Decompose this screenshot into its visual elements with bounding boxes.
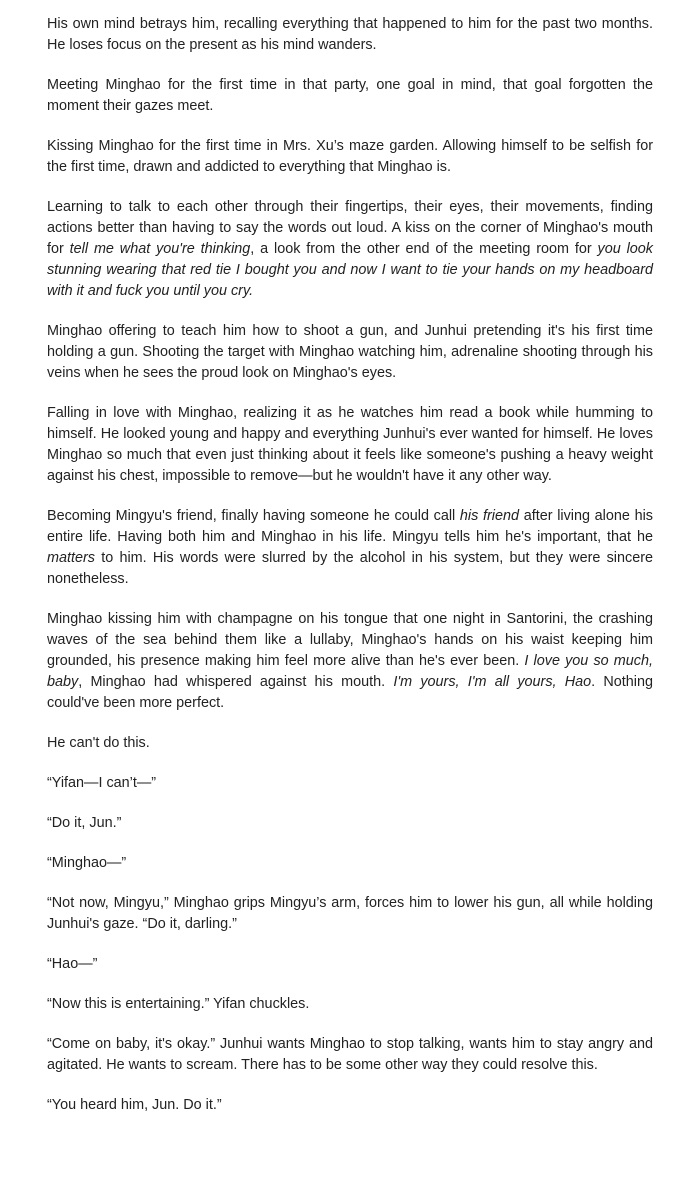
text-run: Meeting Minghao for the first time in that party, one goal in mind, that goal forgotten the moment their gazes meet. [47,77,653,114]
story-paragraph [47,197,653,302]
story-paragraph [47,773,653,794]
text-run: “Come on baby, it's okay.” Junhui wants Minghao to stop talking, wants him to stay angry and agitated. He wants to scream. There has to be some other way they could resolve this. [47,1036,653,1073]
text-run: “Minghao—” [47,855,127,871]
text-run: “You heard him, Jun. Do it.” [47,1097,222,1113]
text-run: Kissing Minghao for the first time in Mrs. Xu’s maze garden. Allowing himself to be selfish for the first time, drawn and addicted to everything that Minghao is. [47,138,653,175]
text-run: after living alone his entire life. Having both him and Minghao in his life. Mingyu tells him he's important, that he [47,508,653,545]
story-paragraph [47,1034,653,1076]
italic-text: his friend [459,508,520,524]
italic-text: matters [47,550,95,566]
story-paragraph [47,136,653,178]
text-run: , a look from the other end of the meeting room for [250,241,598,257]
story-paragraph [47,893,653,935]
story-paragraph [47,1095,653,1116]
text-run: , Minghao had whispered against his mouth. [78,674,394,690]
story-paragraph [47,506,653,590]
story-paragraph [47,733,653,754]
italic-text: tell me what you're thinking [69,241,251,257]
text-run: to him. His words were slurred by the alcohol in his system, but they were sincere nonetheless. [47,550,653,587]
story-paragraph [47,403,653,487]
italic-text: you look stunning wearing that red tie I bought you and now I want to tie your hands on my headboard with it and fuck you until you cry. [47,241,654,299]
text-run: “Now this is entertaining.” Yifan chuckles. [47,996,310,1012]
text-run: Falling in love with Minghao, realizing it as he watches him read a book while humming to himself. He looked young and happy and everything Junhui's ever wanted for himself. He loves Minghao so much that even just thinking about it feels like someone's pushing a heavy weight against his chest, impossible to remove—but he wouldn't have it any other way. [47,405,653,484]
text-run: Minghao offering to teach him how to shoot a gun, and Junhui pretending it's his first time holding a gun. Shooting the target with Minghao watching him, adrenaline shooting through his veins when he sees the proud look on Minghao's eyes. [47,323,653,381]
text-run: Minghao kissing him with champagne on his tongue that one night in Santorini, the crashing waves of the sea behind them like a lullaby, Minghao's hands on his waist keeping him grounded, his presence making him feel more alive than he's ever been. [47,611,653,669]
story-paragraph [47,14,653,56]
story-paragraph [47,75,653,117]
story-paragraph [47,994,653,1015]
story-paragraph [47,321,653,384]
text-run: . Nothing could've been more perfect. [47,674,653,711]
text-run: “Yifan—I can’t—” [47,775,157,791]
text-run: He can't do this. [47,735,150,751]
story-paragraph [47,609,653,714]
story-text [47,14,653,1116]
story-paragraph [47,954,653,975]
text-run: “Not now, Mingyu,” Minghao grips Mingyu’s arm, forces him to lower his gun, all while holding Junhui's gaze. “Do it, darling.” [47,895,653,932]
text-run: “Hao—” [47,956,98,972]
italic-text: I love you so much, baby [47,653,653,690]
text-run: His own mind betrays him, recalling everything that happened to him for the past two months. He loses focus on the present as his mind wanders. [47,16,653,53]
text-run: Learning to talk to each other through their fingertips, their eyes, their movements, finding actions better than having to say the words out loud. A kiss on the corner of Minghao's mouth for [47,199,653,257]
story-paragraph [47,813,653,834]
text-run: Becoming Mingyu's friend, finally having someone he could call [47,508,460,524]
text-run: “Do it, Jun.” [47,815,122,831]
story-paragraph [47,853,653,874]
italic-text: I'm yours, I'm all yours, Hao [393,674,592,690]
